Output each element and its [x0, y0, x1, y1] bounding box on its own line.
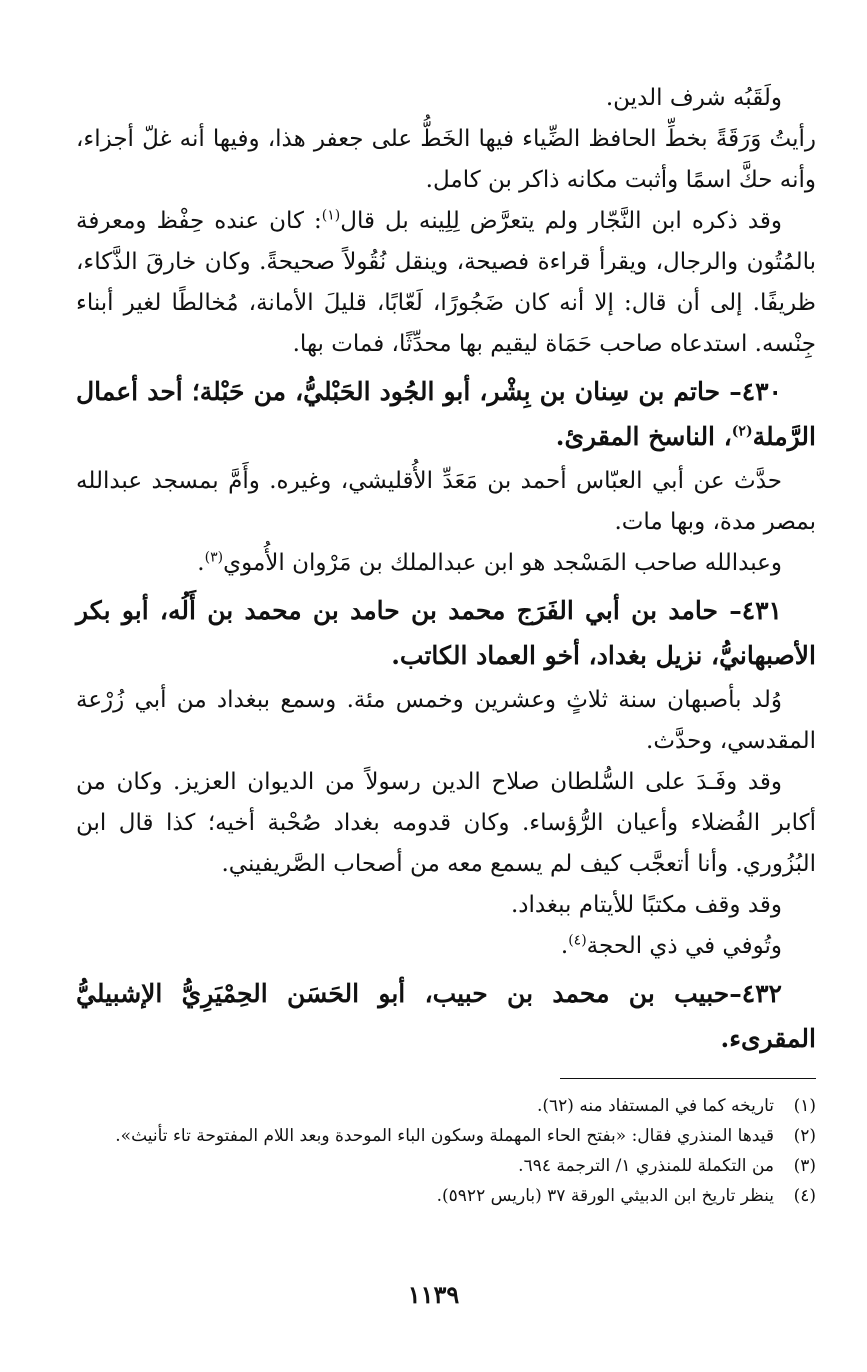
- footnote-number: (٢): [793, 1126, 816, 1146]
- paragraph-ibn-najjar-start: وقد ذكره ابن النَّجّار ولم يتعرَّض لِلِينه بل قال: [340, 208, 783, 234]
- paragraph-masjid-text: وعبدالله صاحب المَسْجد هو ابن عبدالملك بن مَرْوان الأُموي: [223, 550, 782, 576]
- paragraph-tuwuffiya: [76, 926, 816, 967]
- entry-432-heading: ٤٣٢–حبيب بن محمد بن حبيب، أبو الحَسَن الحِمْيَرِيُّ الإشبيليُّ المقرىء.: [76, 979, 816, 1053]
- footnote-ref-4[interactable]: (٤): [568, 932, 587, 949]
- paragraph-tuwuffiya-end: .: [560, 933, 569, 959]
- footnote-number: (٤): [793, 1186, 816, 1206]
- paragraph-wulida: وُلد بأصبهان سنة ثلاثٍ وعشرين وخمس مئة. وسمع ببغداد من أبي زُرْعة المقدسي، وحدَّث.: [76, 687, 816, 754]
- page-number: ١١٣٩: [407, 1280, 460, 1309]
- paragraph-masjid: [76, 543, 816, 584]
- footnote-text: تاريخه كما في المستفاد منه (٦٢).: [536, 1096, 774, 1116]
- entry-430-heading: [76, 369, 816, 459]
- entry-430-title-end: ، الناسخ المقرئ.: [555, 422, 732, 451]
- footnote-1: [76, 1093, 816, 1119]
- footnote-text: ينظر تاريخ ابن الدبيثي الورقة ٣٧ (باريس ٥٩٢٢).: [436, 1186, 774, 1206]
- footnote-ref-1[interactable]: (١): [321, 207, 341, 224]
- footnote-number: (٣): [793, 1156, 816, 1176]
- paragraph-haddatha: حدَّث عن أبي العبّاس أحمد بن مَعَدِّ الأُقليشي، وغيره. وأَمَّ بمسجد عبدالله بمصر مدة، وبها مات.: [76, 468, 816, 535]
- footnotes-section: [76, 1093, 816, 1213]
- paragraph-masjid-end: .: [197, 550, 205, 576]
- footnote-number: (١): [793, 1096, 816, 1116]
- footnote-text: من التكملة للمنذري ١/ الترجمة ٦٩٤.: [518, 1156, 774, 1176]
- paragraph-waqafa: وقد وقف مكتبًا للأيتام ببغداد.: [510, 892, 782, 918]
- footnote-ref-3[interactable]: (٣): [204, 549, 224, 566]
- paragraph-ibn-najjar-rest: : كان عنده حِفْظ ومعرفة بالمُتُون والرجال، ويقرأ قراءة فصيحة، وينقل نُقُولاً صحيحةً. وكان خارقَ الذَّكاء، ظريفًا. إلى أن قال: إلا أنه كان ضَجُورًا، لَعّابًا، قليلَ الأمانة، مُخالطًا لغير أبناء جِنْسه. استدعاه صاحب حَمَاة ليقيم بها محدِّثًا، فمات بها.: [76, 208, 816, 357]
- footnote-divider: [560, 1078, 816, 1079]
- main-text: [76, 78, 816, 1063]
- footnote-3: [76, 1153, 816, 1179]
- entry-431-heading: ٤٣١– حامد بن أبي الفَرَج محمد بن حامد بن محمد بن أَلُه، أبو بكر الأصبهانيُّ، نزيل بغداد، أخو العماد الكاتب.: [76, 596, 816, 670]
- paragraph-wafada: وقد وفَـدَ على السُّلطان صلاح الدين رسولاً من الديوان العزيز. وكان من أكابر الفُضلاء وأعيان الرُّؤساء. وكان قدومه بغداد صُحْبة أخيه؛ كذا قال ابن البُزُوري. وأنا أتعجَّب كيف لم يسمع معه من أصحاب الصَّريفيني.: [76, 769, 816, 877]
- footnote-2: [76, 1123, 816, 1149]
- footnote-text: قيدها المنذري فقال: «بفتح الحاء المهملة وسكون الباء الموحدة وبعد اللام المفتوحة تاء تأنيث».: [115, 1126, 774, 1146]
- entry-430-title: ٤٣٠– حاتم بن سِنان بن بِشْر، أبو الجُود الحَبْليُّ، من حَبْلة؛ أحد أعمال الرَّملة: [76, 377, 816, 451]
- paragraph-ibn-najjar: [76, 201, 816, 365]
- footnote-4: [76, 1183, 816, 1209]
- paragraph-tuwuffiya-text: وتُوفي في ذي الحجة: [586, 933, 782, 959]
- paragraph-waraqa: رأيتُ وَرَقَةً بخطِّ الحافظ الضِّياء فيها الخَطُّ على جعفر هذا، وفيها أنه غلّ أجزاء، وأنه حكَّ اسمًا وأثبت مكانه ذاكر بن كامل.: [76, 126, 816, 193]
- paragraph-laqab: ولَقَبُه شرف الدين.: [605, 85, 782, 111]
- footnote-ref-2[interactable]: (٢): [731, 423, 753, 440]
